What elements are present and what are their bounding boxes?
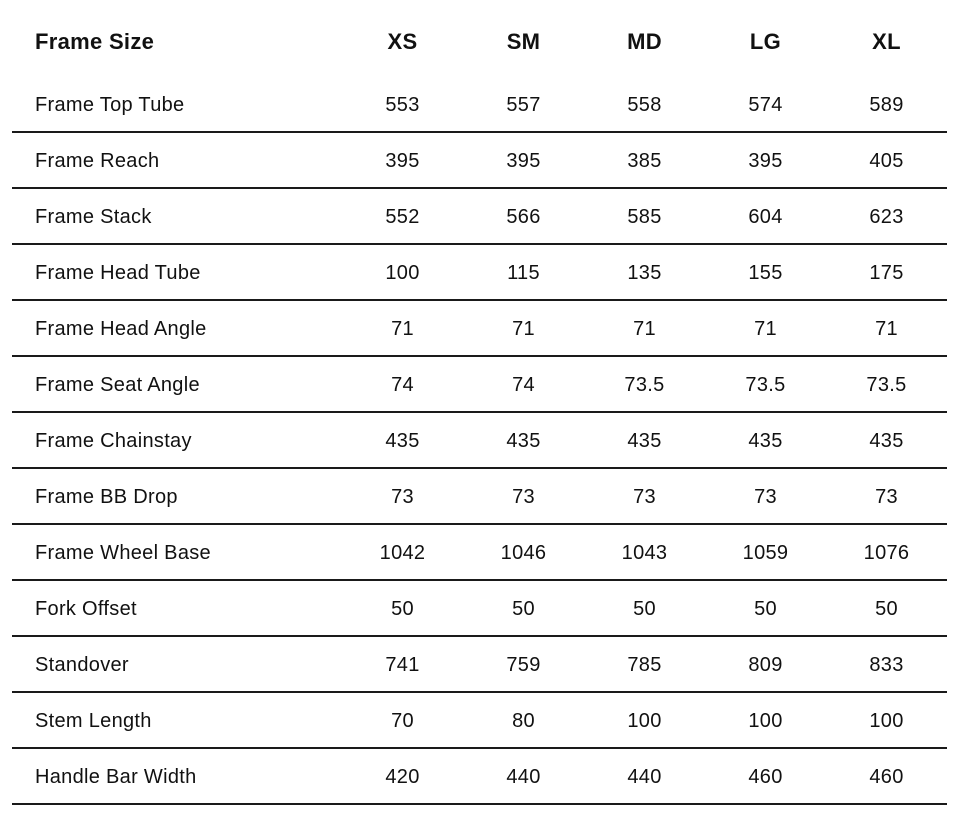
row-label: Frame Seat Angle <box>35 373 200 396</box>
table-row <box>12 749 947 805</box>
cell-md: 585 <box>627 205 662 228</box>
cell-xl: 175 <box>869 261 904 284</box>
row-label: Frame BB Drop <box>35 485 178 508</box>
cell-xs: 1042 <box>379 541 426 564</box>
table-row <box>12 357 947 413</box>
cell-sm: 71 <box>512 317 535 340</box>
cell-md: 135 <box>627 261 662 284</box>
cell-lg: 73.5 <box>745 373 786 396</box>
cell-xs: 395 <box>385 149 420 172</box>
row-label: Frame Chainstay <box>35 429 192 452</box>
cell-md: 50 <box>633 597 656 620</box>
cell-xl: 405 <box>869 149 904 172</box>
row-label: Stem Length <box>35 709 152 732</box>
table-row <box>12 525 947 581</box>
cell-xs: 552 <box>385 205 420 228</box>
table-row <box>12 637 947 693</box>
cell-lg: 100 <box>748 709 783 732</box>
row-label: Handle Bar Width <box>35 765 197 788</box>
cell-sm: 557 <box>506 93 541 116</box>
cell-xs: 73 <box>391 485 414 508</box>
cell-xl: 435 <box>869 429 904 452</box>
cell-xs: 553 <box>385 93 420 116</box>
cell-xs: 70 <box>391 709 414 732</box>
row-label: Frame Stack <box>35 205 152 228</box>
cell-lg: 50 <box>754 597 777 620</box>
table-row <box>12 301 947 357</box>
cell-xl: 50 <box>875 597 898 620</box>
cell-xs: 50 <box>391 597 414 620</box>
row-label: Frame Reach <box>35 149 160 172</box>
row-label: Frame Top Tube <box>35 93 185 116</box>
table-row <box>12 413 947 469</box>
cell-sm: 440 <box>506 765 541 788</box>
cell-md: 71 <box>633 317 656 340</box>
cell-lg: 1059 <box>742 541 789 564</box>
cell-lg: 395 <box>748 149 783 172</box>
geometry-table <box>12 0 947 805</box>
cell-sm: 73 <box>512 485 535 508</box>
header-size-xl: XL <box>872 29 901 54</box>
header-size-lg: LG <box>749 29 782 54</box>
cell-md: 100 <box>627 709 662 732</box>
table-row <box>12 133 947 189</box>
cell-sm: 74 <box>512 373 535 396</box>
table-row <box>12 189 947 245</box>
cell-xl: 623 <box>869 205 904 228</box>
cell-lg: 73 <box>754 485 777 508</box>
cell-lg: 435 <box>748 429 783 452</box>
cell-xl: 1076 <box>863 541 910 564</box>
cell-xs: 71 <box>391 317 414 340</box>
cell-md: 73.5 <box>624 373 665 396</box>
cell-xs: 741 <box>385 653 420 676</box>
cell-xs: 74 <box>391 373 414 396</box>
row-label: Frame Head Tube <box>35 261 201 284</box>
table-body <box>12 77 947 805</box>
cell-md: 1043 <box>621 541 668 564</box>
table-row <box>12 245 947 301</box>
cell-xs: 100 <box>385 261 420 284</box>
row-label: Standover <box>35 653 129 676</box>
cell-xl: 589 <box>869 93 904 116</box>
cell-xl: 73.5 <box>866 373 907 396</box>
cell-md: 558 <box>627 93 662 116</box>
cell-xl: 71 <box>875 317 898 340</box>
row-label: Fork Offset <box>35 597 137 620</box>
table-row <box>12 581 947 637</box>
cell-sm: 435 <box>506 429 541 452</box>
cell-lg: 460 <box>748 765 783 788</box>
cell-md: 73 <box>633 485 656 508</box>
table-row <box>12 469 947 525</box>
cell-sm: 80 <box>512 709 535 732</box>
cell-xs: 420 <box>385 765 420 788</box>
row-label: Frame Wheel Base <box>35 541 211 564</box>
cell-md: 440 <box>627 765 662 788</box>
cell-sm: 50 <box>512 597 535 620</box>
cell-xs: 435 <box>385 429 420 452</box>
cell-xl: 100 <box>869 709 904 732</box>
cell-sm: 1046 <box>500 541 547 564</box>
cell-lg: 155 <box>748 261 783 284</box>
cell-md: 785 <box>627 653 662 676</box>
cell-sm: 395 <box>506 149 541 172</box>
header-label: Frame Size <box>35 29 155 54</box>
header-size-xs: XS <box>387 29 418 54</box>
cell-md: 435 <box>627 429 662 452</box>
table-row <box>12 77 947 133</box>
header-size-md: MD <box>627 29 662 54</box>
cell-sm: 759 <box>506 653 541 676</box>
cell-sm: 115 <box>507 261 540 284</box>
header-size-sm: SM <box>506 29 541 54</box>
cell-lg: 574 <box>748 93 783 116</box>
cell-lg: 604 <box>748 205 783 228</box>
cell-md: 385 <box>627 149 662 172</box>
cell-xl: 833 <box>869 653 904 676</box>
cell-xl: 73 <box>875 485 898 508</box>
cell-lg: 809 <box>748 653 783 676</box>
cell-lg: 71 <box>754 317 777 340</box>
row-label: Frame Head Angle <box>35 317 207 340</box>
table-row <box>12 693 947 749</box>
cell-sm: 566 <box>506 205 541 228</box>
table-header-row <box>12 0 947 77</box>
cell-xl: 460 <box>869 765 904 788</box>
